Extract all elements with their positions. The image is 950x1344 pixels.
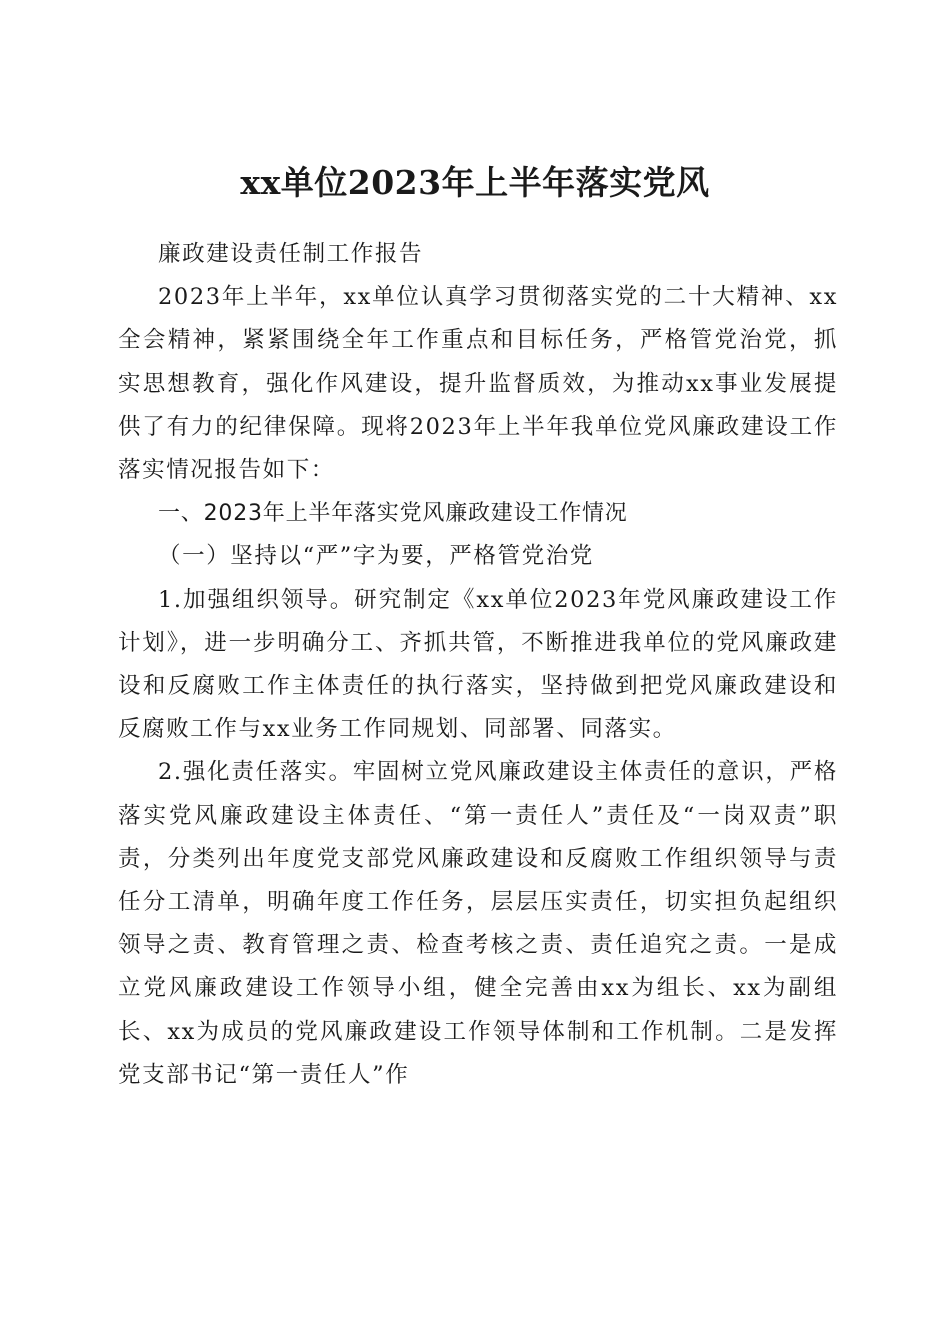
subtitle-line: 廉政建设责任制工作报告 <box>158 241 424 267</box>
item-paragraph-1: 1.加强组织领导。研究制定《xx单位2023年党风廉政建设工作计划》，进一步明确分工、齐抓共管，不断推进我单位的党风廉政建设和反腐败工作主体责任的执行落实，坚持做到把党风廉政建设和反腐败工作与xx业务工作同规划、同部署、同落实。 <box>118 586 838 743</box>
item-paragraph-2: 2.强化责任落实。牢固树立党风廉政建设主体责任的意识，严格落实党风廉政建设主体责任、“第一责任人”责任及“一岗双责”职责，分类列出年度党支部党风廉政建设和反腐败工作组织领导与责任分工清单，明确年度工作任务，层层压实责任，切实担负起组织领导之责、教育管理之责、检查考核之责、责任追究之责。一是成立党风廉政建设工作领导小组，健全完善由xx为组长、xx为副组长、xx为成员的党风廉政建设工作领导体制和工作机制。二是发挥党支部书记“第一责任人”作 <box>118 759 838 1088</box>
intro-paragraph: 2023年上半年，xx单位认真学习贯彻落实党的二十大精神、xx全会精神，紧紧围绕全年工作重点和目标任务，严格管党治党，抓实思想教育，强化作风建设，提升监督质效，为推动xx事业发展提供了有力的纪律保障。现将2023年上半年我单位党风廉政建设工作落实情况报告如下： <box>118 284 838 484</box>
section-heading: 一、2023年上半年落实党风廉政建设工作情况 <box>158 501 628 527</box>
document-body <box>118 233 838 1097</box>
subsection-heading: （一）坚持以“严”字为要，严格管党治党 <box>158 543 594 570</box>
document-title: xx单位2023年上半年落实党风 <box>240 163 710 203</box>
